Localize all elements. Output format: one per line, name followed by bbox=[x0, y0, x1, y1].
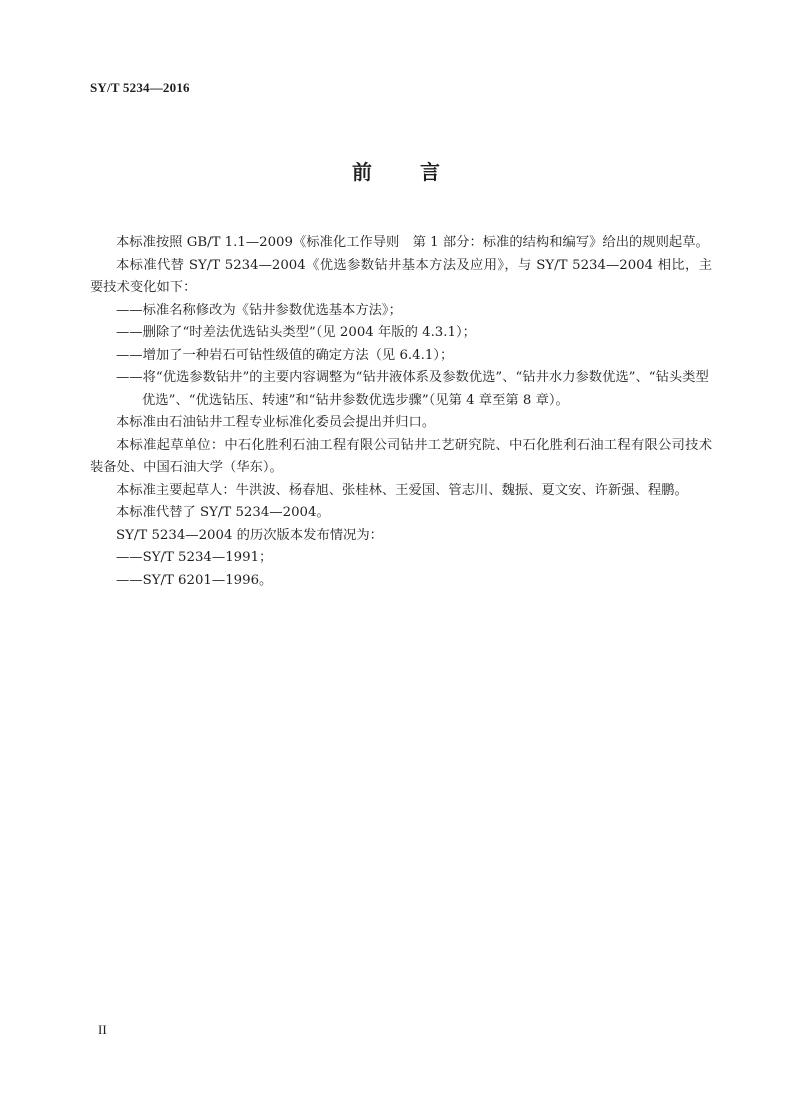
list-item: ——标准名称修改为《钻井参数优选基本方法》； bbox=[116, 302, 402, 318]
foreword-body bbox=[90, 232, 712, 592]
page-number: II bbox=[98, 1022, 107, 1037]
paragraph-drafters: 本标准主要起草人：牛洪波、杨春旭、张桂林、王爱国、管志川、魏振、夏文安、许新强、程鹏。 bbox=[116, 482, 688, 498]
page-title bbox=[0, 156, 792, 185]
list-item: ——SY/T 5234—1991； bbox=[116, 550, 273, 565]
paragraph-superseded: 本标准代替了 SY/T 5234—2004。 bbox=[116, 505, 330, 520]
paragraph-replacement: 本标准代替 SY/T 5234—2004《优选参数钻井基本方法及应用》，与 SY/T 5234—2004 相比，主要技术变化如下： bbox=[90, 257, 712, 295]
paragraph-drafting-rules: 本标准按照 GB/T 1.1—2009《标准化工作导则 第 1 部分：标准的结构和编写》给出的规则起草。 bbox=[116, 235, 709, 250]
list-item: ——SY/T 6201—1996。 bbox=[116, 572, 273, 588]
title-char-2: 言 bbox=[420, 160, 440, 184]
paragraph-history-intro: SY/T 5234—2004 的历次版本发布情况为： bbox=[116, 527, 383, 543]
paragraph-drafting-units: 本标准起草单位：中石化胜利石油工程有限公司钻井工艺研究院、中石化胜利石油工程有限公司技术装备处、中国石油大学（华东）。 bbox=[90, 437, 712, 475]
title-char-1: 前 bbox=[352, 160, 372, 184]
standard-code: SY/T 5234—2016 bbox=[90, 80, 190, 95]
list-item: ——删除了“时差法优选钻头类型”（见 2004 年版的 4.3.1）； bbox=[116, 325, 476, 340]
list-item: ——增加了一种岩石可钻性级值的确定方法（见 6.4.1）； bbox=[116, 347, 454, 363]
paragraph-proposer: 本标准由石油钻井工程专业标准化委员会提出并归口。 bbox=[116, 415, 436, 430]
list-item: ——将“优选参数钻井”的主要内容调整为“钻井液体系及参数优选”、“钻井水力参数优选”、“钻头类型优选”、“优选钻压、转速”和“钻井参数优选步骤”（见第 4 章至第 8 章）。 bbox=[116, 370, 709, 408]
